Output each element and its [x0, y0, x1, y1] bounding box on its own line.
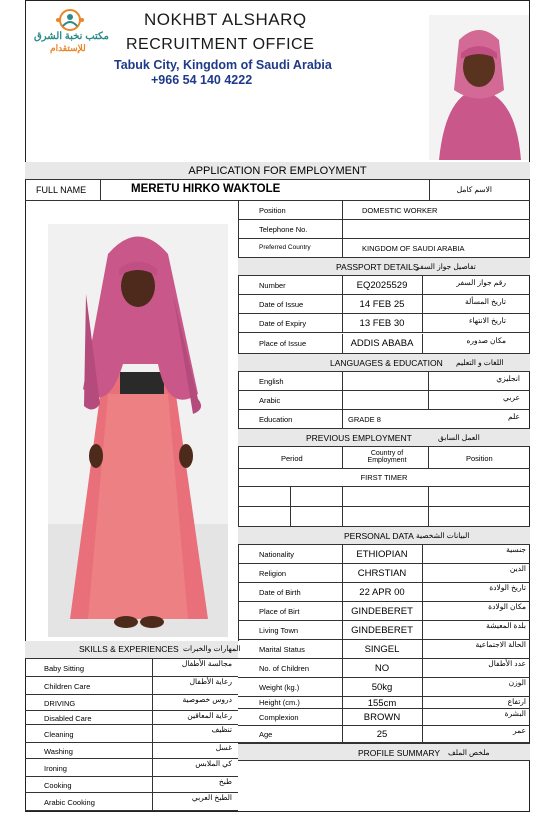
- passport-field-label-ar: تاريخ المسألة: [465, 297, 506, 306]
- divider: [422, 621, 423, 639]
- language-label: Arabic: [259, 396, 281, 405]
- divider: [428, 391, 429, 410]
- personal-field-label: Nationality: [259, 549, 295, 559]
- divider: [152, 725, 153, 742]
- divider: [342, 201, 343, 220]
- skill-label: Washing: [44, 747, 73, 756]
- skill-label-ar: رعاية المعاقين: [187, 711, 232, 720]
- office-logo: [30, 8, 112, 52]
- personal-field-label-ar: البشرة: [504, 709, 526, 718]
- personal-field-value: BROWN: [363, 712, 401, 723]
- passport-field-label: Date of Expiry: [259, 319, 307, 328]
- personal-field-value: 25: [376, 729, 388, 740]
- divider: [422, 709, 423, 725]
- applicant-full-body-photo: [48, 224, 228, 637]
- column-position: Position: [466, 454, 493, 463]
- personal-field-value: SINGEL: [364, 644, 400, 655]
- divider: [290, 487, 291, 507]
- passport-field-value: ADDIS ABABA: [350, 338, 414, 349]
- personal-field-label-ar: عمر: [513, 726, 526, 735]
- divider: [422, 678, 423, 696]
- full-name-value: MERETU HIRKO WAKTOLE: [131, 183, 281, 195]
- personal-data-row: [238, 583, 530, 602]
- passport-field-label-ar: مكان صدوره: [466, 336, 506, 345]
- divider: [422, 640, 423, 658]
- full-name-row: [25, 180, 530, 201]
- divider: [342, 239, 343, 258]
- divider: [152, 711, 153, 724]
- skill-label: DRIVING: [44, 699, 76, 708]
- language-label: Education: [259, 415, 293, 424]
- position-label: Position: [259, 206, 286, 215]
- personal-field-label: Height (cm.): [259, 698, 300, 707]
- passport-field-value: 14 FEB 25: [359, 299, 405, 310]
- skill-label-ar: رعاية الأطفال: [189, 677, 232, 686]
- skill-label-ar: طبخ: [218, 777, 232, 786]
- personal-field-value: ETHIOPIAN: [356, 549, 408, 560]
- application-title: APPLICATION FOR EMPLOYMENT: [188, 165, 367, 177]
- personal-field-label: Marital Status: [259, 644, 305, 654]
- personal-data-heading-ar: البيانات الشخصية: [416, 531, 470, 540]
- skill-label: Baby Sitting: [44, 664, 85, 673]
- passport-field-label-ar: رقم جواز السفر: [456, 278, 506, 287]
- divider: [422, 276, 423, 294]
- telephone-label: Telephone No.: [259, 225, 308, 234]
- application-title-bar: [25, 162, 530, 180]
- personal-field-label-ar: بلدة المعيشة: [486, 621, 526, 630]
- profile-summary-heading: [238, 743, 530, 761]
- personal-data-row: [238, 640, 530, 659]
- skill-row: [25, 759, 238, 777]
- employment-empty-row: [238, 487, 530, 507]
- skill-label-ar: الطبخ العربي: [191, 793, 232, 802]
- divider: [152, 677, 153, 694]
- preferred-country-label: Preferred Country: [259, 244, 311, 251]
- skill-label: Children Care: [44, 682, 91, 691]
- personal-field-label-ar: الدين: [509, 564, 526, 573]
- personal-data-heading-text: PERSONAL DATA: [344, 531, 414, 541]
- personal-field-label-ar: ارتفاع: [507, 697, 526, 706]
- personal-field-label-ar: عدد الأطفال: [488, 659, 526, 668]
- personal-data-row: [238, 621, 530, 640]
- previous-employment-heading-text: PREVIOUS EMPLOYMENT: [306, 433, 412, 443]
- skill-row: [25, 677, 238, 695]
- preferred-country-row: [238, 239, 530, 258]
- divider: [422, 659, 423, 677]
- personal-field-label: Age: [259, 729, 273, 739]
- column-period: Period: [281, 454, 303, 463]
- personal-data-row: [238, 659, 530, 678]
- divider: [342, 507, 343, 527]
- full-name-label-ar: الاسم كامل: [456, 185, 492, 194]
- passport-heading-text: PASSPORT DETAILS: [336, 262, 419, 272]
- divider: [428, 447, 429, 469]
- divider: [422, 314, 423, 332]
- personal-field-label: Weight (kg.): [259, 682, 300, 692]
- personal-field-value: 22 APR 00: [359, 587, 405, 598]
- divider: [422, 334, 423, 353]
- personal-data-heading: [238, 527, 530, 545]
- divider: [152, 793, 153, 810]
- personal-data-row: [238, 602, 530, 621]
- divider: [422, 697, 423, 708]
- passport-field-value: EQ2025529: [356, 280, 408, 291]
- language-label-ar: علم: [508, 412, 520, 421]
- divider: [342, 391, 343, 410]
- passport-field-label: Place of Issue: [259, 339, 307, 348]
- profile-summary-heading-ar: ملخص الملف: [448, 748, 490, 757]
- personal-field-label: Complexion: [259, 712, 299, 722]
- personal-data-row: [238, 697, 530, 709]
- skill-row: [25, 777, 238, 793]
- previous-employment-columns: [238, 447, 530, 469]
- skill-label-ar: مجالسة الأطفال: [181, 659, 232, 668]
- first-timer-text: FIRST TIMER: [360, 473, 408, 482]
- column-country: Country of Employment: [367, 450, 407, 465]
- language-label-ar: انجليزي: [496, 374, 520, 383]
- employment-empty-row: [238, 507, 530, 527]
- passport-heading-ar: تفاصيل جواز السفر: [416, 262, 476, 271]
- personal-field-value: CHRSTIAN: [357, 568, 407, 579]
- position-row: [238, 201, 530, 220]
- skills-heading-text: SKILLS & EXPERIENCES: [79, 644, 179, 654]
- personal-data-row: [238, 564, 530, 583]
- office-city: Tabuk City, Kingdom of Saudi Arabia: [114, 58, 332, 72]
- skills-heading-ar: المهارات والخبرات: [183, 644, 241, 653]
- divider: [342, 410, 343, 429]
- language-row: [238, 410, 530, 429]
- skill-label: Disabled Care: [44, 714, 92, 723]
- personal-data-row: [238, 545, 530, 564]
- skill-label: Cleaning: [44, 730, 74, 739]
- skill-label: Cooking: [44, 781, 72, 790]
- skills-heading: [25, 641, 241, 659]
- divider: [422, 602, 423, 620]
- divider: [290, 507, 291, 527]
- personal-field-value: NO: [374, 663, 390, 674]
- divider: [342, 372, 343, 391]
- passport-field-value: 13 FEB 30: [359, 318, 405, 329]
- logo-text-ar-1: مكتب نخبة الشرق: [34, 31, 109, 42]
- language-label-ar: عربي: [503, 393, 520, 402]
- skill-row: [25, 743, 238, 759]
- first-timer-row: [238, 469, 530, 487]
- personal-field-label-ar: الوزن: [508, 678, 526, 687]
- passport-field-label: Number: [259, 281, 286, 290]
- office-name-line-2: RECRUITMENT OFFICE: [126, 36, 315, 53]
- skill-row: [25, 711, 238, 725]
- personal-field-label: Living Town: [259, 625, 299, 635]
- divider: [342, 447, 343, 469]
- passport-row: [238, 276, 530, 295]
- personal-field-label-ar: الحالة الاجتماعية: [475, 640, 526, 649]
- divider: [152, 659, 153, 676]
- divider: [342, 220, 343, 239]
- personal-field-value: GINDEBERET: [351, 606, 413, 617]
- passport-field-label: Date of Issue: [259, 300, 304, 309]
- languages-heading-ar: اللغات و التعليم: [456, 358, 504, 367]
- passport-row: [238, 314, 530, 333]
- divider: [152, 759, 153, 776]
- personal-field-label: Religion: [259, 568, 287, 578]
- personal-field-value: 50kg: [371, 682, 393, 693]
- applicant-portrait-photo: [429, 15, 529, 160]
- divider: [152, 777, 153, 792]
- divider: [342, 487, 343, 507]
- divider: [422, 295, 423, 313]
- skill-row: [25, 725, 238, 743]
- skill-row: [25, 659, 238, 677]
- language-label: English: [259, 377, 284, 386]
- personal-field-label-ar: تاريخ الولادة: [489, 583, 526, 592]
- office-name-line-1: NOKHBT ALSHARQ: [144, 10, 307, 29]
- previous-employment-heading-ar: العمل السابق: [438, 433, 480, 442]
- skill-row: [25, 793, 238, 811]
- full-name-label: FULL NAME: [36, 185, 87, 195]
- logo-text-ar-2: للإستقدام: [50, 43, 86, 53]
- passport-row: [238, 334, 530, 354]
- skill-label: Ironing: [44, 764, 67, 773]
- divider: [422, 583, 423, 601]
- previous-employment-heading: [238, 429, 530, 447]
- divider: [422, 564, 423, 582]
- position-value: DOMESTIC WORKER: [362, 206, 438, 215]
- language-row: [238, 372, 530, 391]
- divider: [422, 726, 423, 742]
- personal-data-row: [238, 678, 530, 697]
- divider: [428, 372, 429, 391]
- profile-summary-heading-text: PROFILE SUMMARY: [358, 748, 441, 758]
- personal-field-label: Date of Birth: [259, 587, 301, 597]
- divider: [428, 507, 429, 527]
- divider: [422, 545, 423, 563]
- personal-field-value: GINDEBERET: [351, 625, 413, 636]
- passport-field-label-ar: تاريخ الانتهاء: [469, 316, 506, 325]
- languages-heading-text: LANGUAGES & EDUCATION: [330, 358, 443, 368]
- skill-label: Arabic Cooking: [44, 798, 95, 807]
- personal-field-label: Place of Birt: [259, 606, 300, 616]
- personal-field-label-ar: مكان الولادة: [488, 602, 526, 611]
- personal-field-value: 155cm: [367, 698, 397, 709]
- skill-row: [25, 695, 238, 711]
- divider: [429, 180, 430, 201]
- office-phone: +966 54 140 4222: [151, 73, 253, 87]
- passport-row: [238, 295, 530, 314]
- skill-label-ar: غسل: [215, 743, 232, 752]
- language-row: [238, 391, 530, 410]
- language-value: GRADE 8: [348, 415, 381, 424]
- divider: [152, 743, 153, 758]
- divider: [428, 487, 429, 507]
- skill-label-ar: كي الملابس: [195, 759, 232, 768]
- skill-label-ar: دروس خصوصية: [182, 695, 232, 704]
- divider: [152, 695, 153, 710]
- skill-label-ar: تنظيف: [211, 725, 232, 734]
- languages-heading: [238, 354, 530, 372]
- telephone-row: [238, 220, 530, 239]
- divider: [100, 180, 101, 201]
- personal-data-row: [238, 726, 530, 743]
- personal-data-row: [238, 709, 530, 726]
- passport-heading: [238, 258, 530, 276]
- personal-field-label: No. of Children: [259, 663, 310, 673]
- preferred-country-value: KINGDOM OF SAUDI ARABIA: [362, 244, 465, 253]
- personal-field-label-ar: جنسية: [506, 545, 526, 554]
